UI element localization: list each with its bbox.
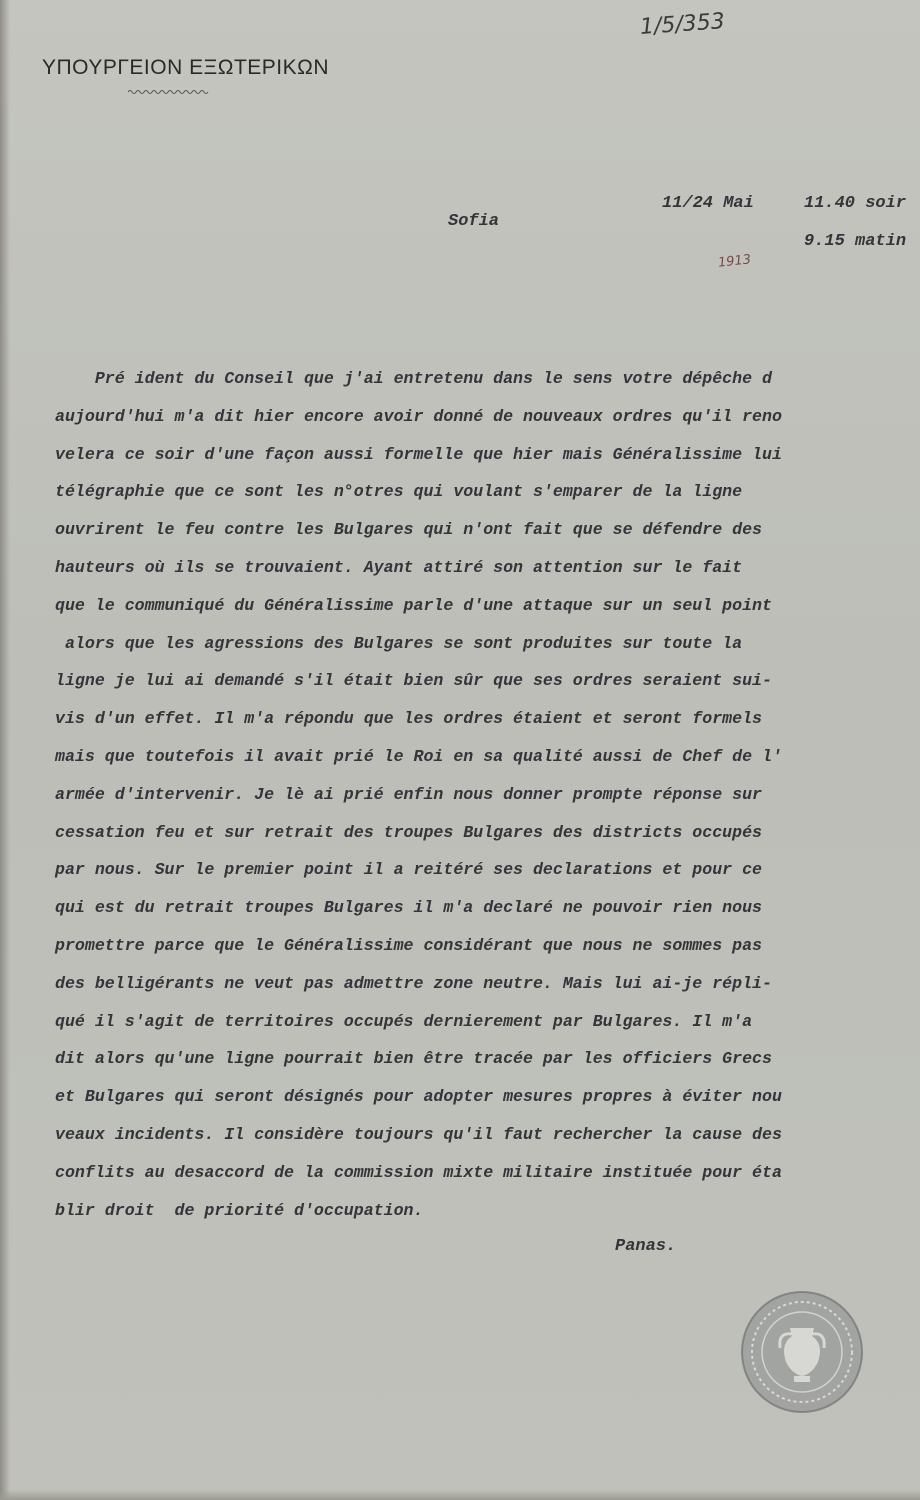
body-line: aujourd'hui m'a dit hier encore avoir donné de nouveaux ordres qu'il reno [55, 406, 782, 426]
body-line: alors que les agressions des Bulgares se sont produites sur toute la [55, 633, 743, 653]
telegram-time-received: 9.15 matin [804, 232, 907, 251]
body-line: mais que toutefois il avait prié le Roi en sa qualité aussi de Chef de l' [55, 746, 782, 766]
body-line: que le communiqué du Généralissime parle d'une attaque sur un seul point [55, 595, 772, 615]
body-line: conflits au desaccord de la commission mixte militaire instituée pour éta [55, 1162, 782, 1182]
body-line: promettre parce que le Généralissime considérant que nous ne sommes pas [55, 935, 763, 955]
telegram-place: Sofia [448, 212, 500, 231]
telegram-time-sent: 11.40 soir [804, 194, 907, 213]
body-line: armée d'intervenir. Je lè ai prié enfin nous donner prompte réponse sur [55, 784, 763, 804]
body-line: veaux incidents. Il considère toujours qu'il faut rechercher la cause des [55, 1124, 782, 1144]
letterhead-underline-icon [128, 88, 210, 96]
archive-seal-amphora-icon [738, 1288, 866, 1416]
body-line: ligne je lui ai demandé s'il était bien sûr que ses ordres seraient sui- [55, 671, 772, 691]
body-line: velera ce soir d'une façon aussi formelle que hier mais Généralissime lui [55, 444, 782, 464]
body-line: par nous. Sur le premier point il a reitéré ses declarations et pour ce [55, 860, 763, 880]
archive-number: 1/5/353 [639, 9, 726, 40]
body-line: dit alors qu'une ligne pourrait bien être tracée par les officiers Grecs [55, 1049, 772, 1069]
body-line: hauteurs où ils se trouvaient. Ayant attiré son attention sur le fait [55, 557, 743, 577]
body-line: cessation feu et sur retrait des troupes Bulgares des districts occupés [55, 822, 763, 842]
body-line: vis d'un effet. Il m'a répondu que les ordres étaient et seront formels [55, 709, 763, 729]
telegram-body [55, 360, 920, 1229]
telegram-date: 11/24 Mai [662, 194, 754, 213]
body-line: télégraphie que ce sont les n°otres qui voulant s'emparer de la ligne [55, 482, 743, 502]
paper-edge-left [0, 0, 10, 1500]
year-annotation: 1913 [717, 252, 752, 271]
paper-edge-bottom [0, 1490, 920, 1500]
body-line: blir droit de priorité d'occupation. [55, 1200, 424, 1220]
body-line: qué il s'agit de territoires occupés dernierement par Bulgares. Il m'a [55, 1011, 753, 1031]
body-line: ouvrirent le feu contre les Bulgares qui n'ont fait que se défendre des [55, 520, 763, 540]
body-line: qui est du retrait troupes Bulgares il m'a declaré ne pouvoir rien nous [55, 898, 763, 918]
body-line: et Bulgares qui seront désignés pour adopter mesures propres à éviter nou [55, 1087, 782, 1107]
ministry-letterhead: ΥΠΟΥΡΓΕΙΟΝ ΕΞΩΤΕΡΙΚΩΝ [42, 56, 329, 79]
signature: Panas. [615, 1237, 677, 1256]
body-line: des belligérants ne veut pas admettre zone neutre. Mais lui ai-je répli- [55, 973, 772, 993]
body-line: Pré ident du Conseil que j'ai entretenu dans le sens votre dépêche d [55, 369, 772, 388]
